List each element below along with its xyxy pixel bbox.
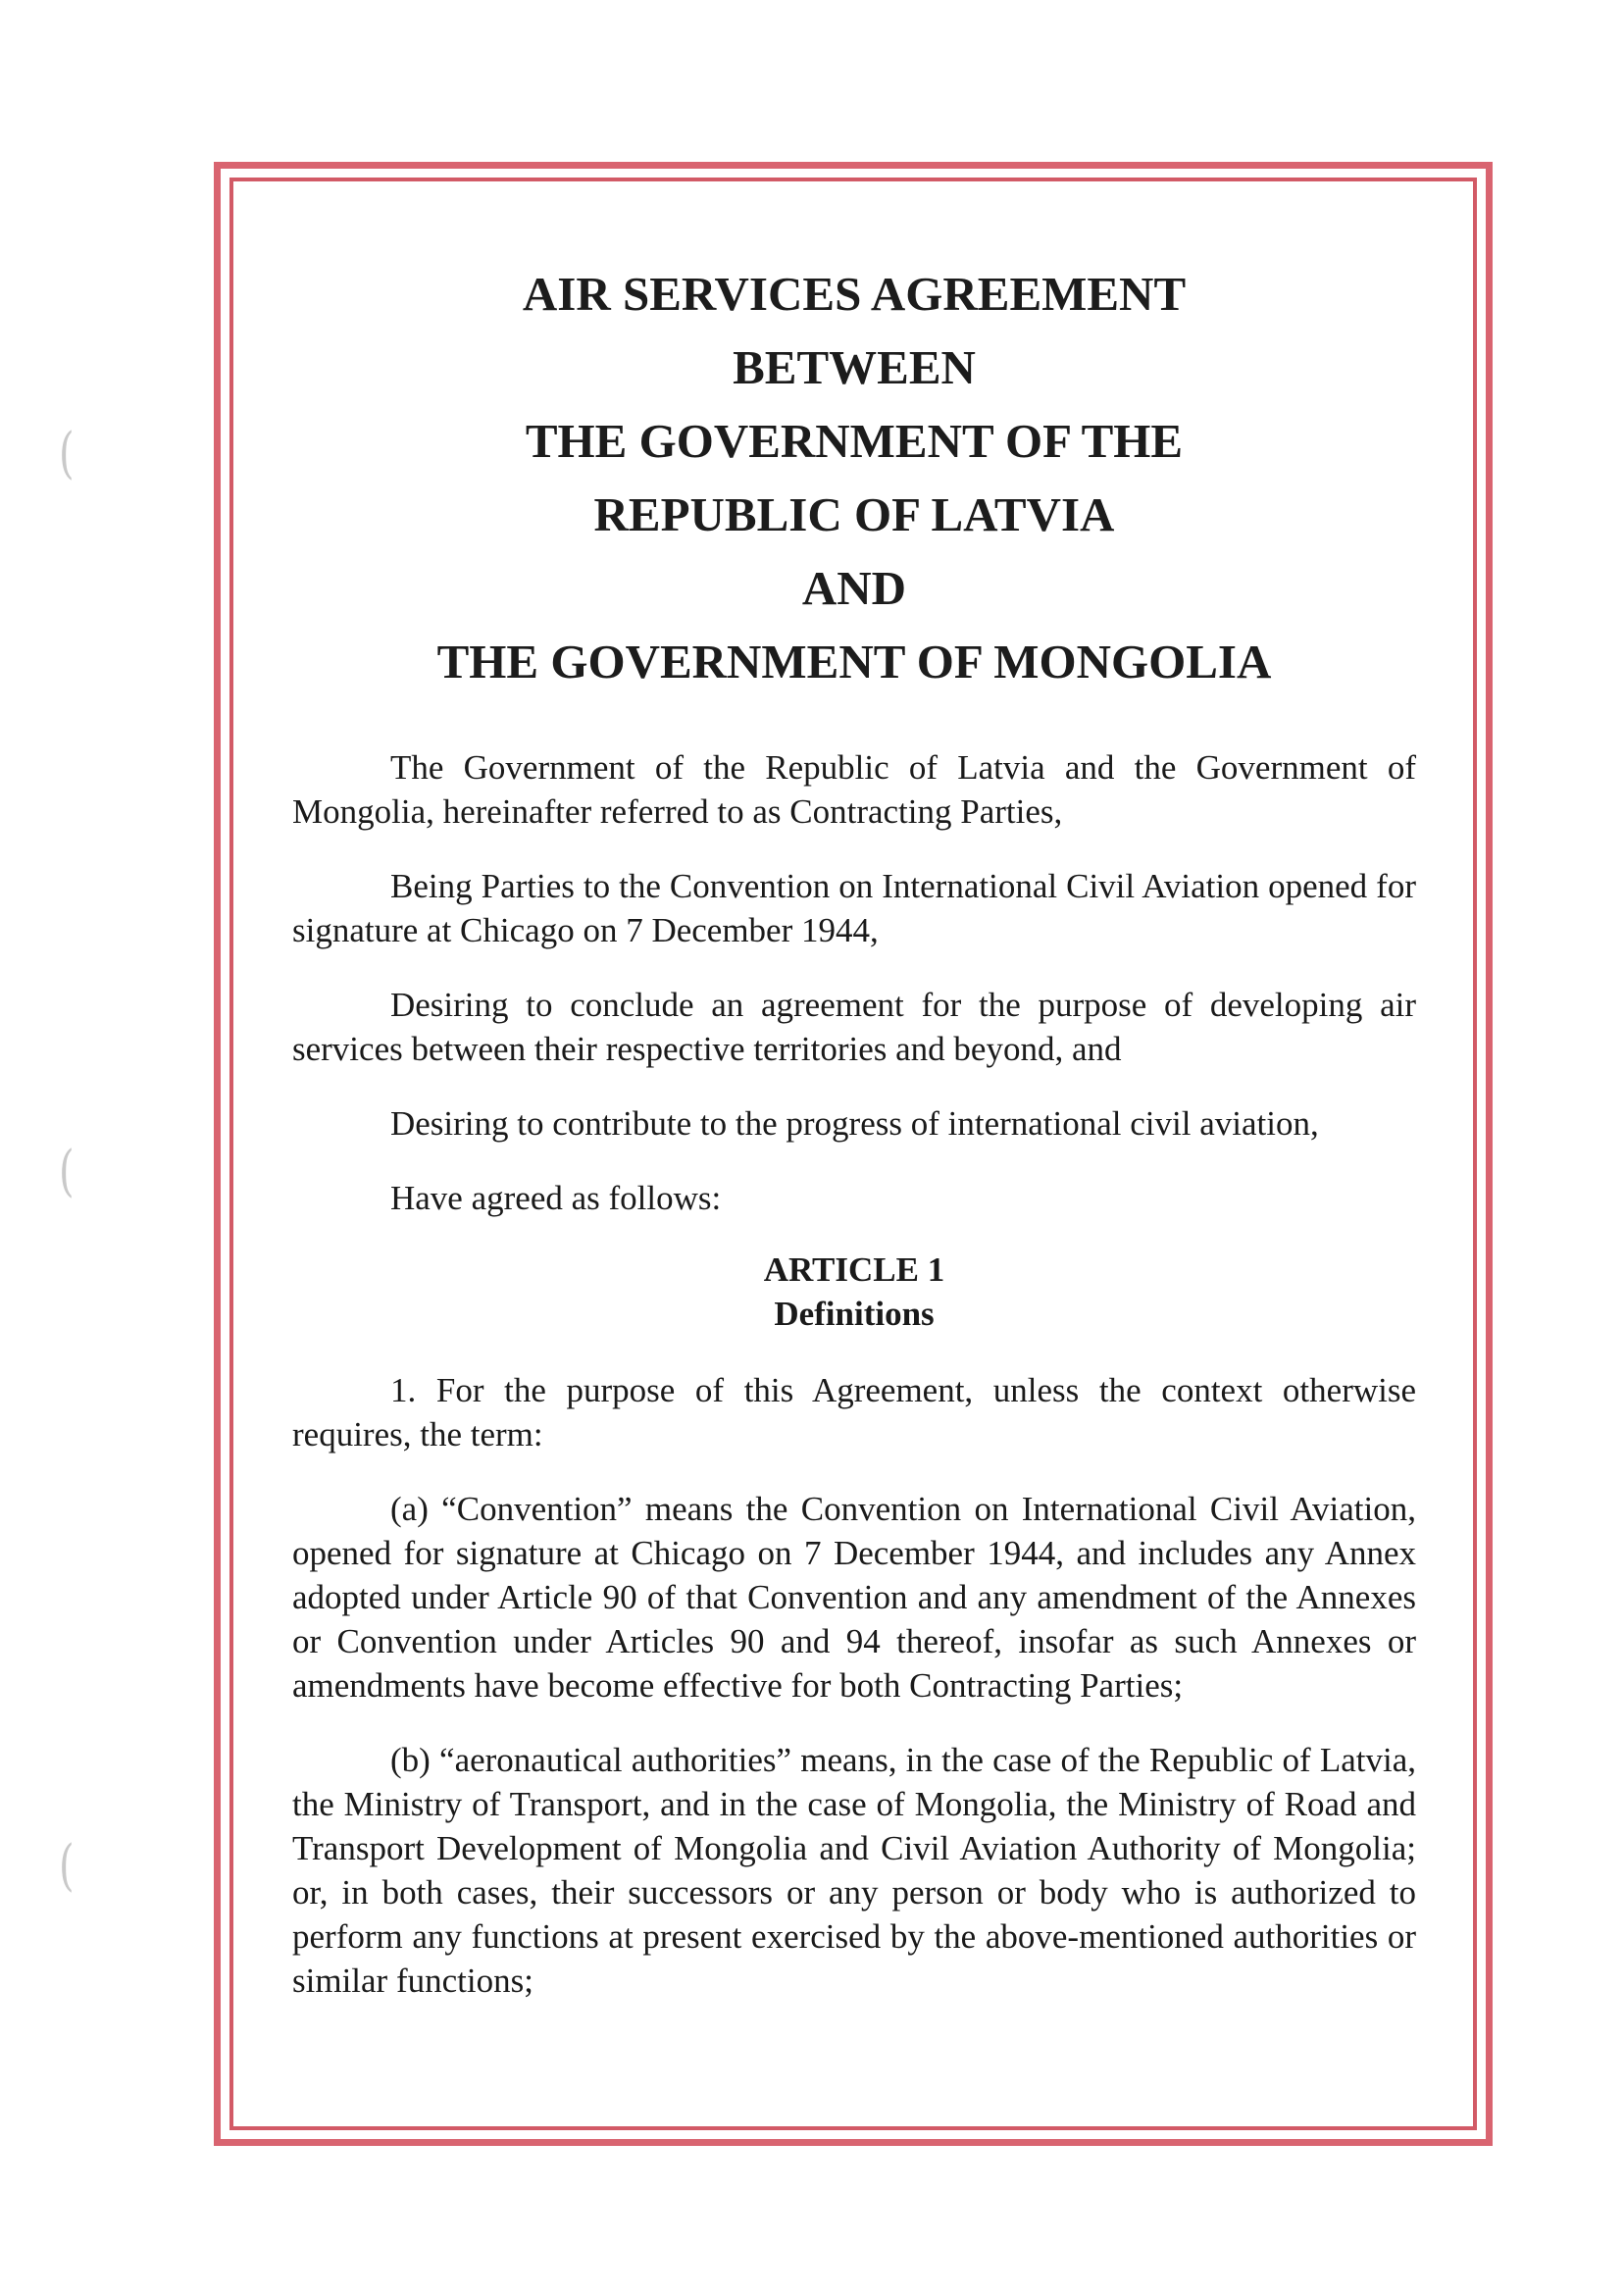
margin-mark-2: (: [59, 1140, 75, 1204]
margin-mark-3: (: [59, 1834, 75, 1899]
agreement-title: [292, 257, 1416, 698]
article-heading: [292, 1248, 1416, 1336]
preamble-paragraph: The Government of the Republic of Latvia and the Government of Mongolia, hereinafter referred to as Contracting Parties,: [292, 748, 1416, 831]
title-line: THE GOVERNMENT OF MONGOLIA: [436, 635, 1272, 688]
article-title: Definitions: [774, 1295, 935, 1333]
document-body: [292, 257, 1416, 2033]
article-number: ARTICLE 1: [763, 1250, 945, 1289]
preamble: [292, 745, 1416, 1220]
title-line: REPUBLIC OF LATVIA: [593, 487, 1115, 541]
margin-mark-1: (: [59, 422, 75, 486]
article-body: [292, 1368, 1416, 2003]
article-paragraph: (a) “Convention” means the Convention on International Civil Aviation, opened for signature at Chicago on 7 December 1944, and includes any Annex adopted under Article 90 of that Convention and any amendment of the Annexes or Convention under Articles 90 and 94 thereof, insofar as such Annexes or amendments have become effective for both Contracting Parties;: [292, 1490, 1416, 1705]
article-paragraph: (b) “aeronautical authorities” means, in the case of the Republic of Latvia, the Ministry of Transport, and in the case of Mongolia, the Ministry of Road and Transport Development of Mongolia and Civil Aviation Authority of Mongolia; or, in both cases, their successors or any person or body who is authorized to perform any functions at present exercised by the above-mentioned authorities or similar functions;: [292, 1741, 1416, 2000]
preamble-paragraph: Desiring to conclude an agreement for the purpose of developing air services between their respective territories and beyond, and: [292, 986, 1416, 1068]
preamble-paragraph: Being Parties to the Convention on International Civil Aviation opened for signature at Chicago on 7 December 1944,: [292, 867, 1416, 949]
title-line: BETWEEN: [733, 340, 976, 394]
title-line: AND: [801, 561, 907, 615]
article-paragraph: 1. For the purpose of this Agreement, unless the context otherwise requires, the term:: [292, 1371, 1416, 1453]
preamble-paragraph: Desiring to contribute to the progress of international civil aviation,: [390, 1104, 1319, 1143]
title-line: AIR SERVICES AGREEMENT: [522, 267, 1187, 321]
preamble-paragraph: Have agreed as follows:: [390, 1179, 722, 1217]
title-line: THE GOVERNMENT OF THE: [525, 414, 1184, 468]
